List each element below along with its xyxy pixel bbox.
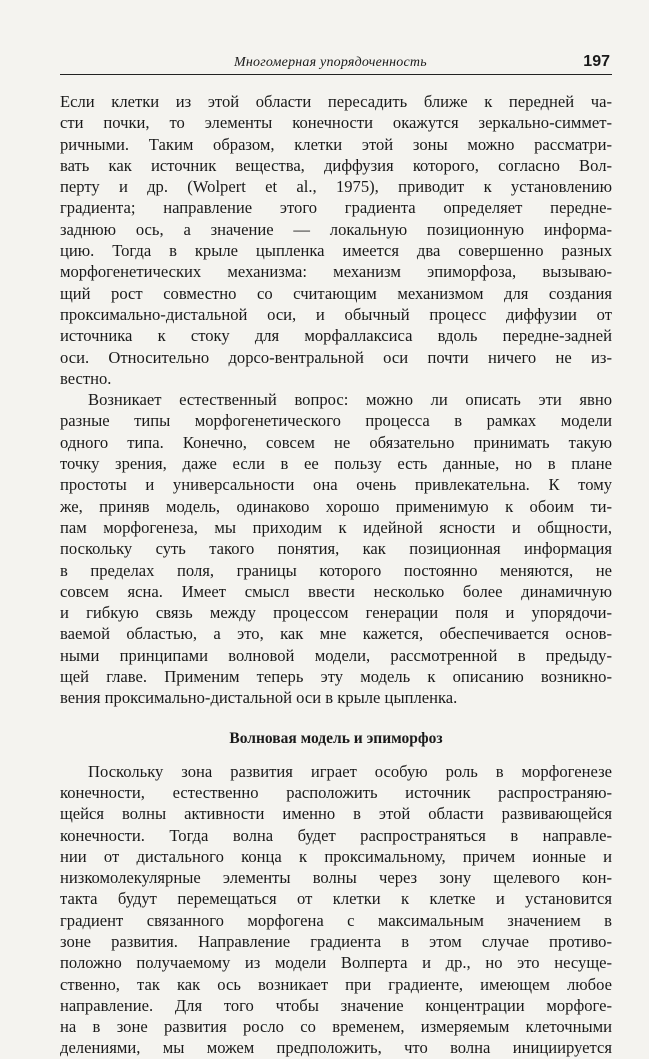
text-line: одного типа. Конечно, совсем не обязательно принимать такую bbox=[60, 432, 612, 452]
text-line: ваемой областью, а это, как мне кажется, обеспечивается основ- bbox=[60, 624, 612, 644]
text-line: градиент связанного морфогена с максимальным значением в bbox=[60, 910, 612, 930]
text-line: сти почки, то элементы конечности окажутся зеркально-симмет- bbox=[60, 113, 612, 133]
text-line: совсем ясна. Имеет смысл ввести несколько более динамичную bbox=[60, 581, 612, 601]
text-line: поскольку суть такого понятия, как позиционная информация bbox=[60, 539, 612, 559]
running-head bbox=[60, 50, 612, 75]
text-line: ричными. Таким образом, клетки этой зоны можно рассматри- bbox=[60, 134, 612, 154]
text-line: ными принципами волновой модели, рассмотренной в предыду- bbox=[60, 645, 612, 665]
text-line: Если клетки из этой области пересадить ближе к передней ча- bbox=[60, 92, 612, 111]
section-paragraph bbox=[60, 761, 612, 1059]
text-line: пам морфогенеза, мы приходим к идейной ясности и общности, bbox=[60, 517, 612, 537]
text-line: оси. Относительно дорсо-вентральной оси почти ничего не из- bbox=[60, 347, 612, 367]
text-line: источника к стоку для морфаллаксиса вдоль передне-задней bbox=[60, 326, 612, 346]
text-line: заднюю ось, а значение — локальную позиционную информа- bbox=[60, 219, 612, 239]
text-line: направление. Для того чтобы значение концентрации морфоге- bbox=[60, 995, 612, 1015]
text-line: положно получаемому из модели Волперта и др., но это несуще- bbox=[60, 953, 612, 973]
page-number: 197 bbox=[583, 53, 610, 70]
text-line: Возникает естественный вопрос: можно ли описать эти явно bbox=[88, 390, 612, 410]
text-line: разные типы морфогенетического процесса в рамках модели bbox=[60, 411, 612, 431]
text-line: перту и др. (Wolpert et al., 1975), приводит к установлению bbox=[60, 177, 612, 197]
text-line: вения проксимально-дистальной оси в крыле цыпленка. bbox=[60, 688, 458, 708]
running-title: Многомерная упорядоченность bbox=[234, 55, 427, 70]
paragraph-1 bbox=[60, 91, 612, 389]
text-line: градиента; направление этого градиента определяет передне- bbox=[60, 198, 612, 218]
text-line: конечности, естественно расположить источник распространяю- bbox=[60, 782, 612, 802]
text-line: точку зрения, даже если в ее пользу есть данные, но в плане bbox=[60, 454, 612, 474]
text-line: цию. Тогда в крыле цыпленка имеется два совершенно разных bbox=[60, 241, 612, 261]
section-heading: Волновая модель и эпиморфоз bbox=[229, 729, 443, 747]
text-line: зоне развития. Направление градиента в этом случае противо- bbox=[60, 931, 612, 951]
text-line: низкомолекулярные элементы волны через зону щелевого кон- bbox=[60, 868, 612, 888]
text-line: щий рост совместно со считающим механизмом для создания bbox=[60, 283, 612, 303]
text-line: морфогенетических механизма: механизм эпиморфоза, вызываю- bbox=[60, 262, 612, 282]
text-line: же, приняв модель, одинаково хорошо применимую к обоим ти- bbox=[60, 496, 612, 516]
text-line: конечности. Тогда волна будет распространяться в направле- bbox=[60, 825, 612, 845]
text-line: нии от дистального конца к проксимальному, причем ионные и bbox=[60, 846, 612, 866]
text-line: щейся волны активности именно в этой области развивающейся bbox=[60, 804, 612, 824]
text-line: вать как источник вещества, диффузия которого, согласно Вол- bbox=[60, 155, 612, 175]
text-line: Поскольку зона развития играет особую роль в морфогенезе bbox=[88, 761, 612, 781]
text-line: делениями, мы можем предположить, что волна инициируется bbox=[60, 1038, 612, 1058]
text-line: и гибкую связь между процессом генерации поля и упорядочи- bbox=[60, 603, 612, 623]
text-line: простоты и универсальности она очень привлекательна. К тому bbox=[60, 475, 612, 495]
text-line: щей главе. Применим теперь эту модель к описанию возникно- bbox=[60, 667, 612, 687]
text-line: такта будут перемещаться от клетки к клетке и установится bbox=[60, 889, 612, 909]
text-line: вестно. bbox=[60, 368, 112, 388]
paragraph-2 bbox=[60, 389, 612, 708]
text-line: ственно, так как ось возникает при градиенте, имеющем любое bbox=[60, 974, 612, 994]
text-line: на в зоне развития росло со временем, измеряемым клеточными bbox=[60, 1017, 612, 1037]
body-text bbox=[60, 91, 612, 1059]
book-page bbox=[60, 50, 612, 1058]
text-line: проксимально-дистальной оси, и обычный процесс диффузии от bbox=[60, 304, 612, 324]
text-line: в пределах поля, границы которого постоянно меняются, не bbox=[60, 560, 612, 580]
